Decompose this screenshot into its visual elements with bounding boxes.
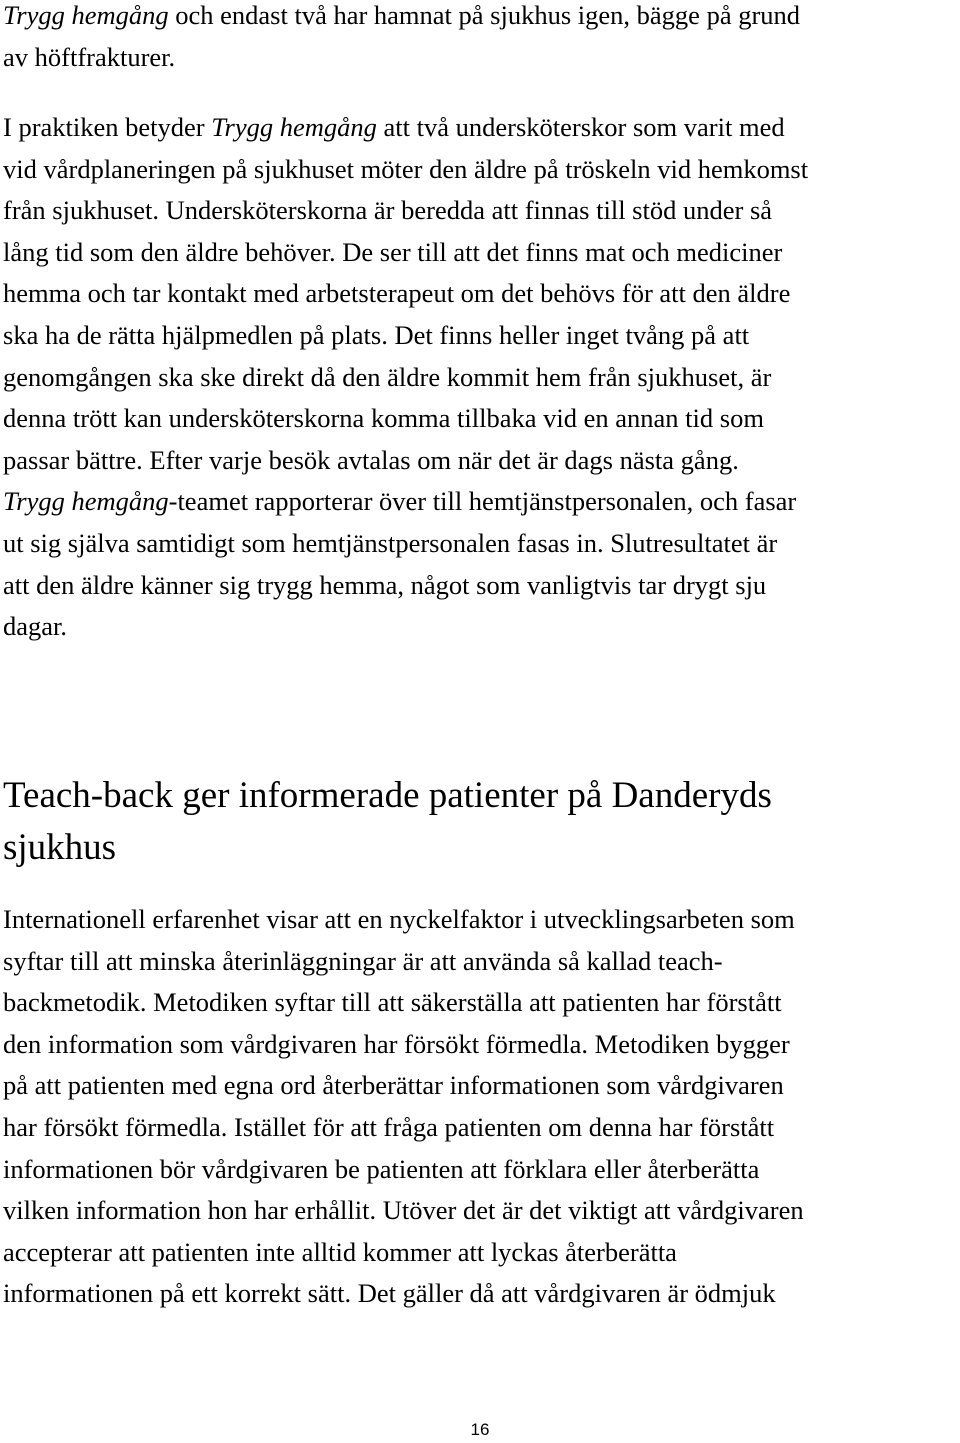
text-line: dagar.	[3, 611, 68, 642]
text-line: från sjukhuset. Undersköterskorna är beredda att finnas till stöd under så	[3, 195, 773, 226]
text-line: ut sig själva samtidigt som hemtjänstpersonalen fasas in. Slutresultatet är	[3, 527, 778, 558]
text-line: hemma och tar kontakt med arbetsterapeut om det behövs för att den äldre	[3, 278, 791, 309]
text-line: denna trött kan undersköterskorna komma tillbaka vid en annan tid som	[3, 403, 764, 434]
text-line: att den äldre känner sig trygg hemma, något som vanligtvis tar drygt sju	[3, 569, 767, 600]
text-line: har försökt förmedla. Istället för att fråga patienten om denna har förstått	[3, 1111, 775, 1142]
text-line: på att patienten med egna ord återberättar informationen som vårdgivaren	[3, 1070, 784, 1101]
italic-term: Trygg hemgång	[3, 486, 169, 517]
text-line: av höftfrakturer.	[3, 41, 176, 72]
text-segment: att två undersköterskor som varit med	[376, 112, 785, 142]
text-line	[3, 107, 948, 149]
text-line: vilken information hon har erhållit. Utöver det är det viktigt att vårdgivaren	[3, 1195, 804, 1226]
paragraph-trygg-hemgang-results	[3, 0, 948, 78]
text-line: lång tid som den äldre behöver. De ser till att det finns mat och mediciner	[3, 236, 783, 267]
text-line: den information som vårdgivaren har försökt förmedla. Metodiken bygger	[3, 1028, 790, 1059]
text-line: informationen bör vårdgivaren be patienten att förklara eller återberätta	[3, 1153, 760, 1184]
text-segment: I praktiken betyder	[3, 112, 212, 142]
text-line	[3, 0, 948, 37]
text-line: accepterar att patienten inte alltid kommer att lyckas återberätta	[3, 1236, 677, 1267]
section-heading	[3, 770, 948, 874]
paragraph-teach-back	[3, 899, 948, 1315]
text-line: informationen på ett korrekt sätt. Det gäller då att vårdgivaren är ödmjuk	[3, 1278, 776, 1309]
italic-term: Trygg hemgång	[3, 0, 169, 30]
text-segment: -teamet rapporterar över till hemtjänstpersonalen, och fasar	[168, 486, 797, 517]
text-line: Internationell erfarenhet visar att en nyckelfaktor i utvecklingsarbeten som	[3, 904, 795, 934]
text-line: ska ha de rätta hjälpmedlen på plats. Det finns heller inget tvång på att	[3, 319, 750, 350]
text-segment: och endast två har hamnat på sjukhus igen, bägge på grund	[168, 0, 801, 30]
heading-line: Teach-back ger informerade patienter på Danderyds	[3, 775, 772, 816]
text-line	[3, 481, 948, 523]
text-line: backmetodik. Metodiken syftar till att säkerställa att patienten har förstått	[3, 987, 782, 1018]
page-number: 16	[470, 1420, 490, 1439]
paragraph-trygg-hemgang-practice	[3, 107, 948, 648]
text-line: syftar till att minska återinläggningar är att använda så kallad teach-	[3, 945, 723, 976]
text-line: genomgången ska ske direkt då den äldre kommit hem från sjukhuset, är	[3, 361, 772, 392]
italic-term: Trygg hemgång	[211, 112, 377, 142]
text-line: passar bättre. Efter varje besök avtalas om när det är dags nästa gång.	[3, 444, 739, 475]
heading-line: sjukhus	[3, 827, 117, 868]
text-line: vid vårdplaneringen på sjukhuset möter den äldre på tröskeln vid hemkomst	[3, 153, 809, 184]
